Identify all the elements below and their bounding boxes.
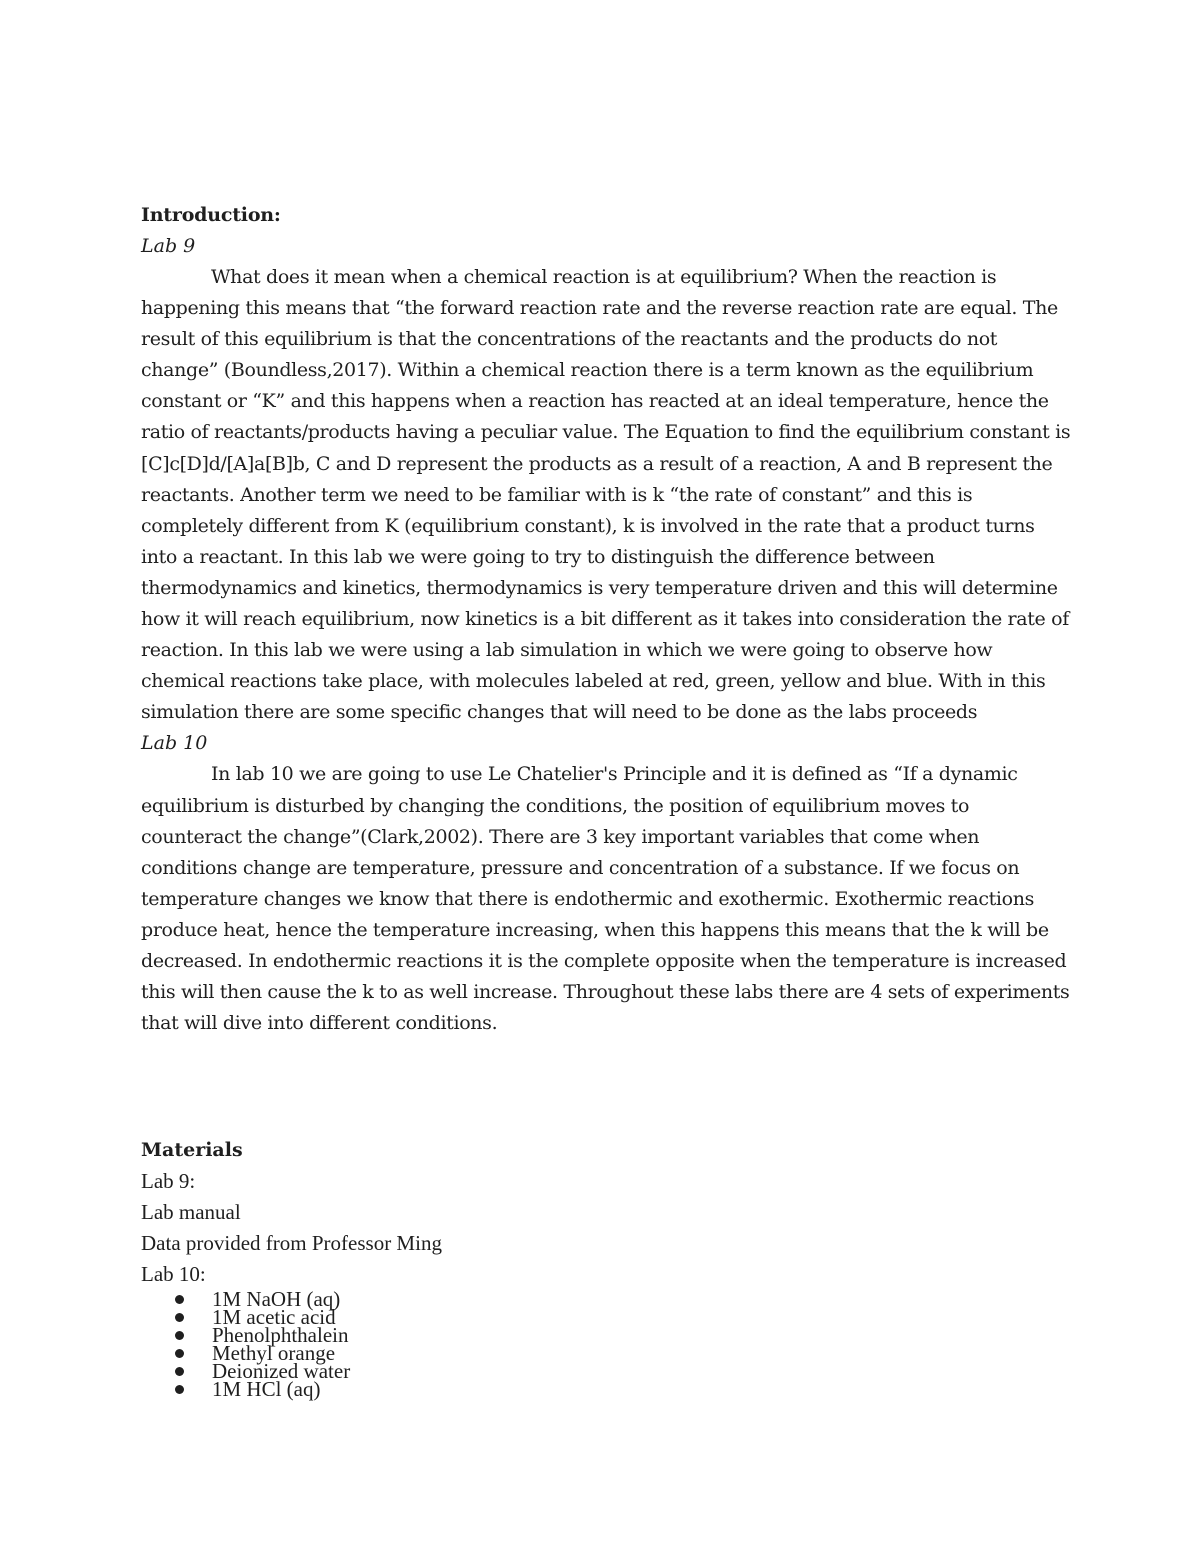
materials-heading: Materials: [141, 1139, 243, 1161]
lab9-paragraph: What does it mean when a chemical reaction is at equilibrium? When the reaction is happening this means that “the forward reaction rate and the reverse reaction rate are equal. The result of this equilibrium is that the concentrations of the reactants and the products do not change” (Boundless,2017). Within a chemical reaction there is a term known as the equilibrium constant or “K” and this happens when a reaction has reacted at an ideal temperature, hence the ratio of reactants/products having a peculiar value. The Equation to find the equilibrium constant is [C]c[D]d/[A]a[B]b, C and D represent the products as a result of a reaction, A and B represent the reactants. Another term we need to be familiar with is k “the rate of constant” and this is completely different from K (equilibrium constant), k is involved in the rate that a product turns into a reactant. In this lab we were going to try to distinguish the difference between thermodynamics and kinetics, thermodynamics is very temperature driven and this will determine how it will reach equilibrium, now kinetics is a bit different as it takes into consideration the rate of reaction. In this lab we were using a lab simulation in which we were going to observe how chemical reactions take place, with molecules labeled at red, green, yellow and blue. With in this simulation there are some specific changes that will need to be done as the labs proceeds: [141, 266, 1071, 724]
list-item-label: 1M NaOH (aq): [212, 1287, 341, 1311]
list-item-label: 1M acetic acid: [212, 1305, 336, 1329]
bullet-icon: [175, 1295, 184, 1304]
materials-lab10-label: Lab 10:: [141, 1262, 206, 1286]
materials-section: [141, 1135, 1041, 1401]
list-item-label: 1M HCl (aq): [212, 1377, 321, 1401]
materials-lab9-item: Lab manual: [141, 1200, 241, 1224]
bullet-icon: [175, 1331, 184, 1340]
materials-lab9-label: Lab 9:: [141, 1169, 196, 1193]
list-item-label: Deionized water: [212, 1359, 351, 1383]
introduction-heading: Introduction:: [141, 204, 281, 226]
list-item-label: Methyl orange: [212, 1341, 336, 1365]
bullet-icon: [175, 1385, 184, 1394]
bullet-icon: [175, 1349, 184, 1358]
bullet-icon: [175, 1367, 184, 1376]
list-item-label: Phenolphthalein: [212, 1323, 349, 1347]
materials-lab10-list: [141, 1287, 1041, 1401]
lab10-label: Lab 10: [141, 732, 208, 755]
introduction-section: [141, 200, 1071, 1039]
bullet-icon: [175, 1313, 184, 1322]
list-item: [175, 1377, 1041, 1401]
lab10-paragraph: In lab 10 we are going to use Le Chatelier's Principle and it is defined as “If a dynamic equilibrium is disturbed by changing the conditions, the position of equilibrium moves to counteract the change”(Clark,2002). There are 3 key important variables that come when conditions change are temperature, pressure and concentration of a substance. If we focus on temperature changes we know that there is endothermic and exothermic. Exothermic reactions produce heat, hence the temperature increasing, when this happens this means that the k will be decreased. In endothermic reactions it is the complete opposite when the temperature is increased this will then cause the k to as well increase. Throughout these labs there are 4 sets of experiments that will dive into different conditions.: [141, 763, 1070, 1035]
materials-lab9-item: Data provided from Professor Ming: [141, 1231, 442, 1255]
lab9-label: Lab 9: [141, 235, 196, 257]
